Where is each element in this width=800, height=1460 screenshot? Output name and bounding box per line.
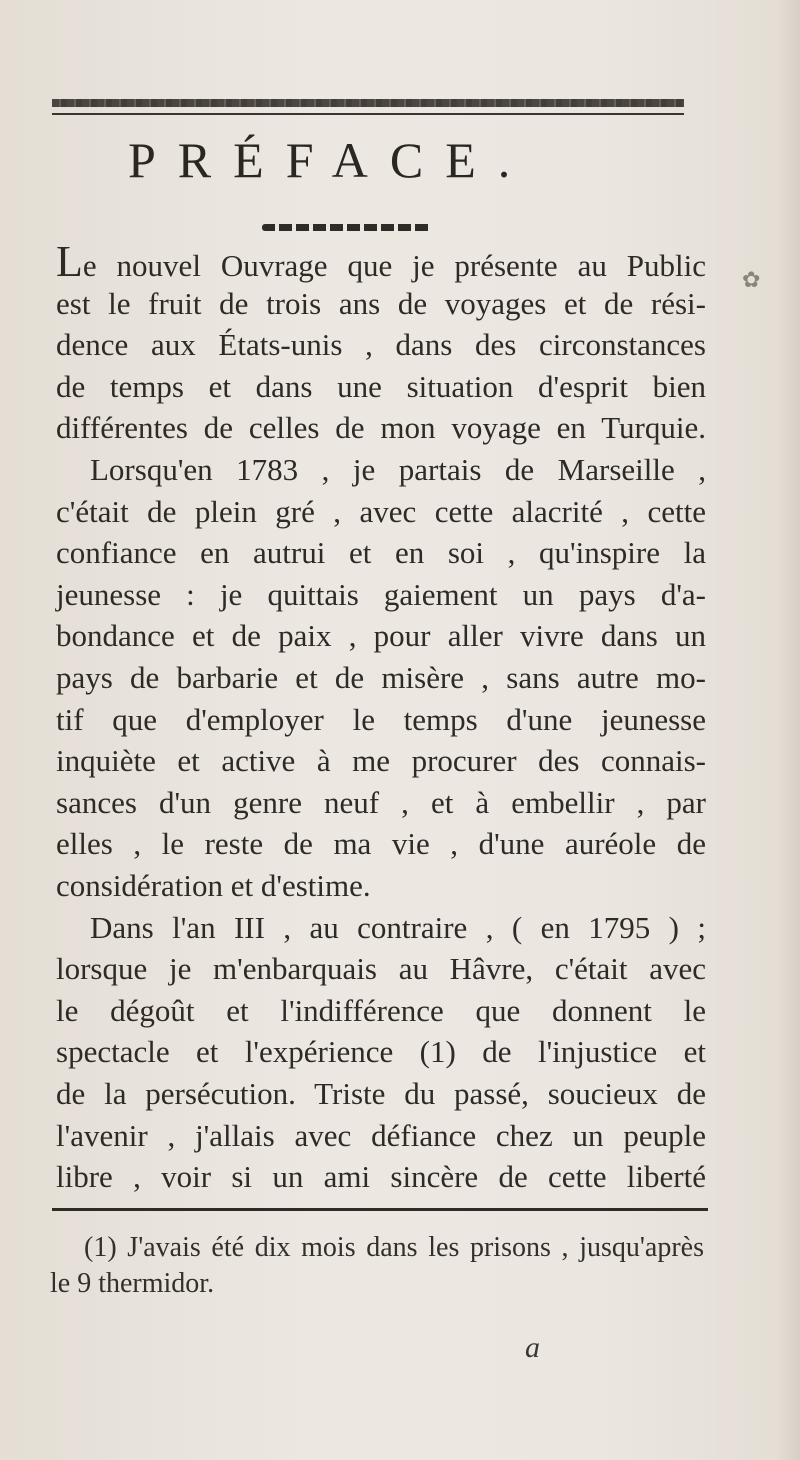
- text-line: sances d'un genre neuf , et à embellir , par: [56, 784, 706, 820]
- text-line: pays de barbarie et de misère , sans autre mo-: [56, 660, 706, 695]
- text-line: c'était de plein gré , avec cette alacrité , cette: [56, 493, 706, 529]
- text-line: libre , voir si un ami sincère de cette liberté: [56, 1159, 706, 1195]
- text-line: considération et d'estime.: [56, 868, 371, 903]
- page-edge-shadow: [776, 0, 800, 1460]
- text-line: le dégoût et l'indifférence que donnent le: [56, 992, 706, 1028]
- text-line: Dans l'an III , au contraire , ( en 1795 ) ;: [90, 909, 706, 945]
- margin-ink-mark: ✿: [742, 268, 761, 293]
- footnote-line: (1) J'avais été dix mois dans les prisons , jusqu'après: [84, 1232, 704, 1263]
- footnote-line: le 9 thermidor.: [50, 1268, 215, 1299]
- text-line: inquiète et active à me procurer des connais-: [56, 743, 706, 779]
- signature-mark: a: [525, 1331, 540, 1364]
- text-line: de temps et dans une situation d'esprit bien: [56, 368, 706, 404]
- text-line: Le nouvel Ouvrage que je présente au Public: [56, 237, 706, 286]
- text-line: tif que d'employer le temps d'une jeunesse: [56, 701, 706, 737]
- text-line: l'avenir , j'allais avec défiance chez un peuple: [56, 1117, 706, 1153]
- text-line: confiance en autrui et en soi , qu'inspire la: [56, 535, 706, 571]
- footnote-rule: [52, 1208, 708, 1211]
- page-title: PRÉFACE.: [128, 132, 533, 188]
- text-line: elles , le reste de ma vie , d'une auréole de: [56, 826, 706, 862]
- text-line: dence aux États-unis , dans des circonstances: [56, 327, 706, 363]
- text-line: Lorsqu'en 1783 , je partais de Marseille ,: [90, 452, 706, 487]
- text-line: lorsque je m'enbarquais au Hâvre, c'était avec: [56, 951, 706, 987]
- text-line: spectacle et l'expérience (1) de l'injustice et: [56, 1034, 706, 1070]
- text-line: bondance et de paix , pour aller vivre dans un: [56, 618, 706, 654]
- text-line: jeunesse : je quittais gaiement un pays d'a-: [56, 576, 706, 612]
- text-line: différentes de celles de mon voyage en Turquie.: [56, 410, 706, 446]
- text-line: est le fruit de trois ans de voyages et de rési-: [56, 285, 706, 321]
- text-line: de la persécution. Triste du passé, soucieux de: [56, 1076, 706, 1111]
